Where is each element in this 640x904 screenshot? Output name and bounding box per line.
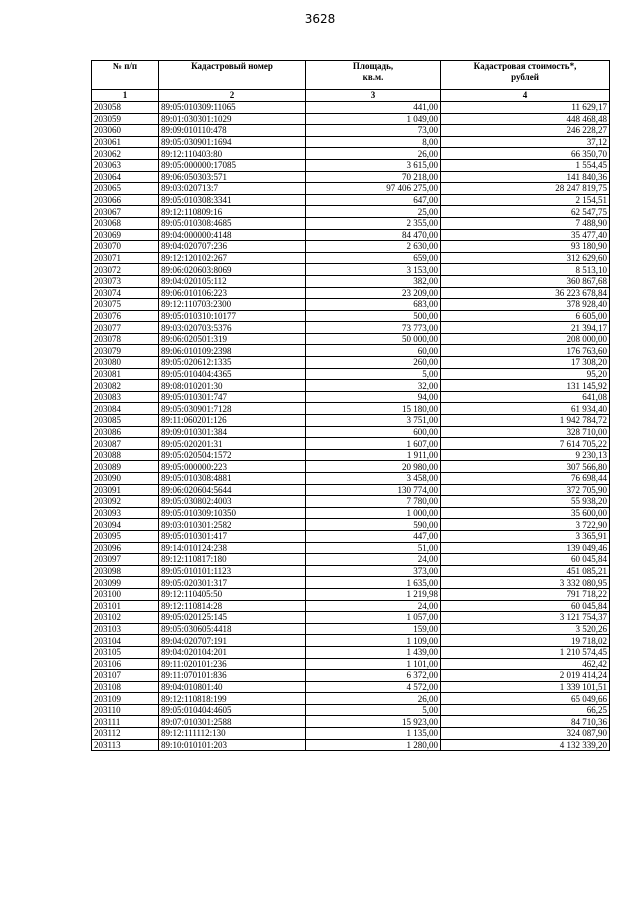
value-cell: 1 210 574,45 bbox=[441, 646, 610, 658]
value-cell: 3 365,91 bbox=[441, 530, 610, 542]
area-cell: 2 355,00 bbox=[306, 217, 441, 229]
table-row bbox=[92, 264, 610, 276]
table-row bbox=[92, 681, 610, 693]
cadastral-number-cell: 89:05:020201:31 bbox=[159, 438, 306, 450]
value-cell: 60 045,84 bbox=[441, 600, 610, 612]
area-cell: 1 635,00 bbox=[306, 577, 441, 589]
table-row bbox=[92, 635, 610, 647]
table-row bbox=[92, 438, 610, 450]
cadastral-number-cell: 89:11:070101:836 bbox=[159, 670, 306, 682]
value-cell: 3 520,26 bbox=[441, 623, 610, 635]
area-cell: 73,00 bbox=[306, 125, 441, 137]
cadastral-table bbox=[91, 60, 610, 751]
area-cell: 24,00 bbox=[306, 554, 441, 566]
row-number-cell: 203063 bbox=[92, 159, 159, 171]
header-row bbox=[92, 61, 610, 90]
table-row bbox=[92, 565, 610, 577]
area-cell: 60,00 bbox=[306, 345, 441, 357]
row-number-cell: 203060 bbox=[92, 125, 159, 137]
value-cell: 372 705,90 bbox=[441, 484, 610, 496]
value-cell: 328 710,00 bbox=[441, 426, 610, 438]
row-number-cell: 203073 bbox=[92, 275, 159, 287]
value-cell: 7 488,90 bbox=[441, 217, 610, 229]
row-number-cell: 203071 bbox=[92, 252, 159, 264]
row-number-cell: 203080 bbox=[92, 357, 159, 369]
value-cell: 312 629,60 bbox=[441, 252, 610, 264]
row-number-cell: 203075 bbox=[92, 299, 159, 311]
cadastral-number-cell: 89:12:110403:80 bbox=[159, 148, 306, 160]
value-cell: 3 332 080,95 bbox=[441, 577, 610, 589]
table-row bbox=[92, 461, 610, 473]
area-cell: 647,00 bbox=[306, 194, 441, 206]
cadastral-number-cell: 89:05:010404:4605 bbox=[159, 704, 306, 716]
value-cell: 2 019 414,24 bbox=[441, 670, 610, 682]
row-number-cell: 203074 bbox=[92, 287, 159, 299]
value-cell: 641,08 bbox=[441, 391, 610, 403]
area-cell: 1 057,00 bbox=[306, 612, 441, 624]
area-cell: 94,00 bbox=[306, 391, 441, 403]
area-cell: 32,00 bbox=[306, 380, 441, 392]
cadastral-number-cell: 89:05:010301:417 bbox=[159, 530, 306, 542]
cadastral-number-cell: 89:04:000000:4148 bbox=[159, 229, 306, 241]
area-cell: 1 000,00 bbox=[306, 507, 441, 519]
cadastral-number-cell: 89:05:010101:1123 bbox=[159, 565, 306, 577]
value-cell: 35 477,40 bbox=[441, 229, 610, 241]
table-row bbox=[92, 217, 610, 229]
table-row bbox=[92, 426, 610, 438]
area-cell: 373,00 bbox=[306, 565, 441, 577]
table-row bbox=[92, 739, 610, 751]
area-cell: 24,00 bbox=[306, 600, 441, 612]
header-cadastral-value: Кадастровая стоимость*, рублей bbox=[441, 61, 610, 90]
area-cell: 7 780,00 bbox=[306, 496, 441, 508]
value-cell: 141 840,36 bbox=[441, 171, 610, 183]
value-cell: 65 049,66 bbox=[441, 693, 610, 705]
area-cell: 382,00 bbox=[306, 275, 441, 287]
table-row bbox=[92, 670, 610, 682]
area-cell: 26,00 bbox=[306, 148, 441, 160]
row-number-cell: 203069 bbox=[92, 229, 159, 241]
row-number-cell: 203085 bbox=[92, 415, 159, 427]
area-cell: 1 911,00 bbox=[306, 449, 441, 461]
row-number-cell: 203086 bbox=[92, 426, 159, 438]
table-row bbox=[92, 125, 610, 137]
table-row bbox=[92, 588, 610, 600]
area-cell: 3 615,00 bbox=[306, 159, 441, 171]
cadastral-number-cell: 89:05:030802:4003 bbox=[159, 496, 306, 508]
area-cell: 3 153,00 bbox=[306, 264, 441, 276]
value-cell: 84 710,36 bbox=[441, 716, 610, 728]
cadastral-number-cell: 89:08:010201:30 bbox=[159, 380, 306, 392]
table-row bbox=[92, 612, 610, 624]
table-row bbox=[92, 507, 610, 519]
value-cell: 3 722,90 bbox=[441, 519, 610, 531]
cadastral-number-cell: 89:09:010110:478 bbox=[159, 125, 306, 137]
cadastral-number-cell: 89:03:020713:7 bbox=[159, 183, 306, 195]
area-cell: 683,00 bbox=[306, 299, 441, 311]
row-number-cell: 203103 bbox=[92, 623, 159, 635]
value-cell: 208 000,00 bbox=[441, 333, 610, 345]
row-number-cell: 203108 bbox=[92, 681, 159, 693]
cadastral-number-cell: 89:06:010106:223 bbox=[159, 287, 306, 299]
cadastral-number-cell: 89:05:010308:3341 bbox=[159, 194, 306, 206]
table-row bbox=[92, 241, 610, 253]
cadastral-number-cell: 89:05:030901:1694 bbox=[159, 136, 306, 148]
header-cadastral-number: Кадастровый номер bbox=[159, 61, 306, 90]
cadastral-number-cell: 89:05:020612:1335 bbox=[159, 357, 306, 369]
value-cell: 55 938,20 bbox=[441, 496, 610, 508]
value-cell: 451 085,21 bbox=[441, 565, 610, 577]
row-number-cell: 203067 bbox=[92, 206, 159, 218]
table-row bbox=[92, 403, 610, 415]
area-cell: 447,00 bbox=[306, 530, 441, 542]
area-cell: 51,00 bbox=[306, 542, 441, 554]
cadastral-number-cell: 89:11:060201:126 bbox=[159, 415, 306, 427]
cadastral-number-cell: 89:05:030901:7128 bbox=[159, 403, 306, 415]
area-cell: 600,00 bbox=[306, 426, 441, 438]
table-row bbox=[92, 415, 610, 427]
value-cell: 448 468,48 bbox=[441, 113, 610, 125]
value-cell: 19 718,02 bbox=[441, 635, 610, 647]
table-row bbox=[92, 473, 610, 485]
table-row bbox=[92, 206, 610, 218]
cadastral-number-cell: 89:03:020703:5376 bbox=[159, 322, 306, 334]
cadastral-number-cell: 89:12:110405:50 bbox=[159, 588, 306, 600]
table-row bbox=[92, 728, 610, 740]
row-number-cell: 203084 bbox=[92, 403, 159, 415]
area-cell: 8,00 bbox=[306, 136, 441, 148]
row-number-cell: 203065 bbox=[92, 183, 159, 195]
value-cell: 307 566,80 bbox=[441, 461, 610, 473]
table-row bbox=[92, 322, 610, 334]
value-cell: 246 228,27 bbox=[441, 125, 610, 137]
table-row bbox=[92, 600, 610, 612]
cadastral-number-cell: 89:05:010309:11065 bbox=[159, 102, 306, 114]
row-number-cell: 203088 bbox=[92, 449, 159, 461]
value-cell: 35 600,00 bbox=[441, 507, 610, 519]
row-number-cell: 203061 bbox=[92, 136, 159, 148]
cadastral-number-cell: 89:06:050303:571 bbox=[159, 171, 306, 183]
cadastral-number-cell: 89:05:010310:10177 bbox=[159, 310, 306, 322]
table-row bbox=[92, 252, 610, 264]
row-number-cell: 203109 bbox=[92, 693, 159, 705]
value-cell: 28 247 819,75 bbox=[441, 183, 610, 195]
column-number: 4 bbox=[441, 90, 610, 102]
table-row bbox=[92, 345, 610, 357]
area-cell: 25,00 bbox=[306, 206, 441, 218]
row-number-cell: 203066 bbox=[92, 194, 159, 206]
value-cell: 66,25 bbox=[441, 704, 610, 716]
cadastral-number-cell: 89:12:120102:267 bbox=[159, 252, 306, 264]
cadastral-number-cell: 89:03:010301:2582 bbox=[159, 519, 306, 531]
header-area: Площадь, кв.м. bbox=[306, 61, 441, 90]
value-cell: 8 513,10 bbox=[441, 264, 610, 276]
value-cell: 3 121 754,37 bbox=[441, 612, 610, 624]
cadastral-number-cell: 89:07:010301:2588 bbox=[159, 716, 306, 728]
area-cell: 590,00 bbox=[306, 519, 441, 531]
row-number-cell: 203107 bbox=[92, 670, 159, 682]
row-number-cell: 203083 bbox=[92, 391, 159, 403]
area-cell: 97 406 275,00 bbox=[306, 183, 441, 195]
row-number-cell: 203105 bbox=[92, 646, 159, 658]
cadastral-number-cell: 89:10:010101:203 bbox=[159, 739, 306, 751]
value-cell: 176 763,60 bbox=[441, 345, 610, 357]
area-cell: 1 439,00 bbox=[306, 646, 441, 658]
value-cell: 139 049,46 bbox=[441, 542, 610, 554]
row-number-cell: 203064 bbox=[92, 171, 159, 183]
cadastral-number-cell: 89:04:020707:191 bbox=[159, 635, 306, 647]
area-cell: 20 980,00 bbox=[306, 461, 441, 473]
table-row bbox=[92, 716, 610, 728]
table-row bbox=[92, 391, 610, 403]
area-cell: 159,00 bbox=[306, 623, 441, 635]
value-cell: 1 554,45 bbox=[441, 159, 610, 171]
value-cell: 7 614 705,22 bbox=[441, 438, 610, 450]
value-cell: 93 180,90 bbox=[441, 241, 610, 253]
area-cell: 260,00 bbox=[306, 357, 441, 369]
value-cell: 1 942 784,72 bbox=[441, 415, 610, 427]
page-number: 3628 bbox=[304, 12, 336, 26]
row-number-cell: 203058 bbox=[92, 102, 159, 114]
cadastral-number-cell: 89:05:020504:1572 bbox=[159, 449, 306, 461]
value-cell: 95,20 bbox=[441, 368, 610, 380]
area-cell: 73 773,00 bbox=[306, 322, 441, 334]
row-number-cell: 203098 bbox=[92, 565, 159, 577]
table-row bbox=[92, 449, 610, 461]
table-row bbox=[92, 333, 610, 345]
value-cell: 62 547,75 bbox=[441, 206, 610, 218]
cadastral-number-cell: 89:05:010309:10350 bbox=[159, 507, 306, 519]
cadastral-number-cell: 89:01:030301:1029 bbox=[159, 113, 306, 125]
value-cell: 21 394,17 bbox=[441, 322, 610, 334]
row-number-cell: 203082 bbox=[92, 380, 159, 392]
cadastral-number-cell: 89:09:010301:384 bbox=[159, 426, 306, 438]
cadastral-number-cell: 89:04:010801:40 bbox=[159, 681, 306, 693]
table-row bbox=[92, 530, 610, 542]
area-cell: 659,00 bbox=[306, 252, 441, 264]
row-number-cell: 203112 bbox=[92, 728, 159, 740]
row-number-cell: 203097 bbox=[92, 554, 159, 566]
table-row bbox=[92, 357, 610, 369]
area-cell: 1 049,00 bbox=[306, 113, 441, 125]
table-row bbox=[92, 554, 610, 566]
value-cell: 2 154,51 bbox=[441, 194, 610, 206]
table-row bbox=[92, 519, 610, 531]
area-cell: 23 209,00 bbox=[306, 287, 441, 299]
row-number-cell: 203099 bbox=[92, 577, 159, 589]
row-number-cell: 203092 bbox=[92, 496, 159, 508]
table-row bbox=[92, 542, 610, 554]
row-number-cell: 203091 bbox=[92, 484, 159, 496]
area-cell: 2 630,00 bbox=[306, 241, 441, 253]
cadastral-number-cell: 89:05:000000:17085 bbox=[159, 159, 306, 171]
value-cell: 76 698,44 bbox=[441, 473, 610, 485]
value-cell: 462,42 bbox=[441, 658, 610, 670]
row-number-cell: 203089 bbox=[92, 461, 159, 473]
area-cell: 1 135,00 bbox=[306, 728, 441, 740]
cadastral-number-cell: 89:12:110817:180 bbox=[159, 554, 306, 566]
row-number-cell: 203101 bbox=[92, 600, 159, 612]
table-row bbox=[92, 113, 610, 125]
value-cell: 324 087,90 bbox=[441, 728, 610, 740]
value-cell: 4 132 339,20 bbox=[441, 739, 610, 751]
value-cell: 11 629,17 bbox=[441, 102, 610, 114]
row-number-cell: 203111 bbox=[92, 716, 159, 728]
row-number-cell: 203062 bbox=[92, 148, 159, 160]
cadastral-number-cell: 89:06:020603:8069 bbox=[159, 264, 306, 276]
value-cell: 6 605,00 bbox=[441, 310, 610, 322]
cadastral-number-cell: 89:04:020707:236 bbox=[159, 241, 306, 253]
value-cell: 36 223 678,84 bbox=[441, 287, 610, 299]
table-row bbox=[92, 194, 610, 206]
cadastral-number-cell: 89:05:030605:4418 bbox=[159, 623, 306, 635]
row-number-cell: 203077 bbox=[92, 322, 159, 334]
row-number-cell: 203070 bbox=[92, 241, 159, 253]
column-number-row bbox=[92, 90, 610, 102]
cadastral-number-cell: 89:12:110814:28 bbox=[159, 600, 306, 612]
table-row bbox=[92, 229, 610, 241]
table-row bbox=[92, 658, 610, 670]
cadastral-number-cell: 89:12:110703:2300 bbox=[159, 299, 306, 311]
area-cell: 1 607,00 bbox=[306, 438, 441, 450]
table-row bbox=[92, 148, 610, 160]
table-row bbox=[92, 496, 610, 508]
table-row bbox=[92, 577, 610, 589]
table-row bbox=[92, 287, 610, 299]
table-row bbox=[92, 704, 610, 716]
column-number: 3 bbox=[306, 90, 441, 102]
cadastral-number-cell: 89:06:020604:5644 bbox=[159, 484, 306, 496]
area-cell: 3 458,00 bbox=[306, 473, 441, 485]
area-cell: 15 923,00 bbox=[306, 716, 441, 728]
cadastral-number-cell: 89:05:010301:747 bbox=[159, 391, 306, 403]
row-number-cell: 203113 bbox=[92, 739, 159, 751]
area-cell: 50 000,00 bbox=[306, 333, 441, 345]
area-cell: 26,00 bbox=[306, 693, 441, 705]
cadastral-number-cell: 89:12:110818:199 bbox=[159, 693, 306, 705]
value-cell: 66 350,70 bbox=[441, 148, 610, 160]
row-number-cell: 203106 bbox=[92, 658, 159, 670]
row-number-cell: 203094 bbox=[92, 519, 159, 531]
table-row bbox=[92, 310, 610, 322]
area-cell: 3 751,00 bbox=[306, 415, 441, 427]
row-number-cell: 203100 bbox=[92, 588, 159, 600]
row-number-cell: 203093 bbox=[92, 507, 159, 519]
table-row bbox=[92, 275, 610, 287]
cadastral-number-cell: 89:04:020104:201 bbox=[159, 646, 306, 658]
cadastral-number-cell: 89:06:020501:319 bbox=[159, 333, 306, 345]
row-number-cell: 203079 bbox=[92, 345, 159, 357]
cadastral-number-cell: 89:04:020105:112 bbox=[159, 275, 306, 287]
area-cell: 1 101,00 bbox=[306, 658, 441, 670]
value-cell: 17 308,20 bbox=[441, 357, 610, 369]
value-cell: 1 339 101,51 bbox=[441, 681, 610, 693]
cadastral-number-cell: 89:06:010109:2398 bbox=[159, 345, 306, 357]
row-number-cell: 203104 bbox=[92, 635, 159, 647]
cadastral-number-cell: 89:14:010124:238 bbox=[159, 542, 306, 554]
area-cell: 70 218,00 bbox=[306, 171, 441, 183]
value-cell: 131 145,92 bbox=[441, 380, 610, 392]
area-cell: 1 109,00 bbox=[306, 635, 441, 647]
row-number-cell: 203059 bbox=[92, 113, 159, 125]
table-row bbox=[92, 159, 610, 171]
row-number-cell: 203072 bbox=[92, 264, 159, 276]
column-number: 2 bbox=[159, 90, 306, 102]
table-row bbox=[92, 299, 610, 311]
row-number-cell: 203095 bbox=[92, 530, 159, 542]
table-row bbox=[92, 136, 610, 148]
row-number-cell: 203087 bbox=[92, 438, 159, 450]
cadastral-number-cell: 89:05:020301:317 bbox=[159, 577, 306, 589]
table-row bbox=[92, 484, 610, 496]
area-cell: 441,00 bbox=[306, 102, 441, 114]
area-cell: 1 280,00 bbox=[306, 739, 441, 751]
value-cell: 360 867,68 bbox=[441, 275, 610, 287]
table-row bbox=[92, 693, 610, 705]
table-row bbox=[92, 368, 610, 380]
cadastral-number-cell: 89:12:110809:16 bbox=[159, 206, 306, 218]
area-cell: 130 774,00 bbox=[306, 484, 441, 496]
value-cell: 61 934,40 bbox=[441, 403, 610, 415]
row-number-cell: 203102 bbox=[92, 612, 159, 624]
row-number-cell: 203081 bbox=[92, 368, 159, 380]
area-cell: 4 572,00 bbox=[306, 681, 441, 693]
table-row bbox=[92, 623, 610, 635]
table-body bbox=[92, 102, 610, 751]
area-cell: 84 470,00 bbox=[306, 229, 441, 241]
cadastral-number-cell: 89:05:010308:4881 bbox=[159, 473, 306, 485]
cadastral-number-cell: 89:11:020101:236 bbox=[159, 658, 306, 670]
row-number-cell: 203078 bbox=[92, 333, 159, 345]
table-row bbox=[92, 183, 610, 195]
row-number-cell: 203090 bbox=[92, 473, 159, 485]
value-cell: 37,12 bbox=[441, 136, 610, 148]
table-row bbox=[92, 646, 610, 658]
cadastral-number-cell: 89:05:020125:145 bbox=[159, 612, 306, 624]
cadastral-number-cell: 89:12:111112:130 bbox=[159, 728, 306, 740]
area-cell: 500,00 bbox=[306, 310, 441, 322]
value-cell: 9 230,13 bbox=[441, 449, 610, 461]
cadastral-number-cell: 89:05:000000:223 bbox=[159, 461, 306, 473]
area-cell: 6 372,00 bbox=[306, 670, 441, 682]
value-cell: 60 045,84 bbox=[441, 554, 610, 566]
table-row bbox=[92, 380, 610, 392]
value-cell: 378 928,40 bbox=[441, 299, 610, 311]
area-cell: 15 180,00 bbox=[306, 403, 441, 415]
row-number-cell: 203076 bbox=[92, 310, 159, 322]
cadastral-number-cell: 89:05:010404:4365 bbox=[159, 368, 306, 380]
row-number-cell: 203096 bbox=[92, 542, 159, 554]
table-row bbox=[92, 171, 610, 183]
header-row-number: № п/п bbox=[92, 61, 159, 90]
row-number-cell: 203110 bbox=[92, 704, 159, 716]
row-number-cell: 203068 bbox=[92, 217, 159, 229]
area-cell: 5,00 bbox=[306, 704, 441, 716]
area-cell: 1 219,98 bbox=[306, 588, 441, 600]
area-cell: 5,00 bbox=[306, 368, 441, 380]
cadastral-number-cell: 89:05:010308:4685 bbox=[159, 217, 306, 229]
value-cell: 791 718,22 bbox=[441, 588, 610, 600]
table-row bbox=[92, 102, 610, 114]
column-number: 1 bbox=[92, 90, 159, 102]
